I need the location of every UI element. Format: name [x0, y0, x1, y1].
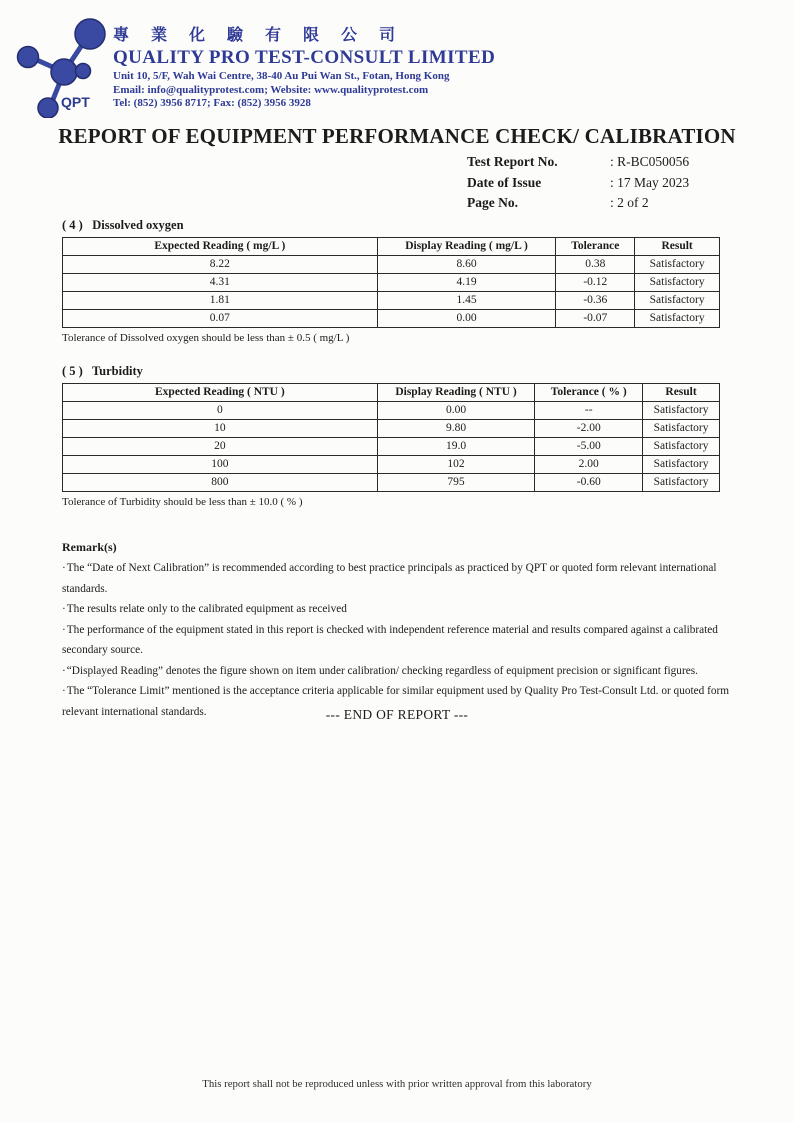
- remark-item: ·The results relate only to the calibrated equipment as received: [62, 603, 347, 615]
- table-cell: Satisfactory: [635, 256, 720, 274]
- bullet-dot: ·: [62, 685, 66, 697]
- table-header-cell: Tolerance: [556, 238, 635, 256]
- table-row: [63, 402, 720, 420]
- bullet-dot: ·: [62, 562, 66, 574]
- table-cell: 795: [377, 474, 535, 492]
- table-header-cell: Display Reading ( NTU ): [377, 384, 535, 402]
- calibration-table: [62, 383, 720, 492]
- remarks-heading: Remark(s): [62, 540, 117, 554]
- table-header-row: [63, 384, 720, 402]
- table-cell: -0.60: [535, 474, 643, 492]
- section-heading: ( 4 ) Dissolved oxygen: [62, 218, 184, 232]
- table-cell: 0.00: [377, 310, 556, 328]
- bullet-dot: ·: [62, 603, 66, 615]
- table-cell: 0.38: [556, 256, 635, 274]
- table-cell: Satisfactory: [643, 438, 720, 456]
- table-row: [63, 420, 720, 438]
- report-info-row: [467, 173, 689, 194]
- tolerance-note: Tolerance of Turbidity should be less than ± 10.0 ( % ): [62, 496, 303, 508]
- page-footer: This report shall not be reproduced unless with prior written approval from this laboratory: [202, 1078, 592, 1090]
- table-row: [63, 474, 720, 492]
- table-cell: Satisfactory: [643, 420, 720, 438]
- table-header-cell: Tolerance ( % ): [535, 384, 643, 402]
- table-cell: 1.45: [377, 292, 556, 310]
- table-cell: 0.07: [63, 310, 378, 328]
- dissolved-oxygen-table-container: [62, 237, 720, 328]
- table-row: [63, 292, 720, 310]
- company-address: Unit 10, 5/F, Wah Wai Centre, 38-40 Au Pui Wan St., Fotan, Hong Kong: [113, 70, 450, 82]
- table-cell: Satisfactory: [643, 456, 720, 474]
- section-turbidity: [62, 364, 720, 508]
- report-info-block: [467, 152, 689, 214]
- remark-item: ·The “Date of Next Calibration” is recommended according to best practice principals as practiced by QPT or quoted form relevant international standards.: [62, 562, 717, 595]
- table-cell: Satisfactory: [643, 402, 720, 420]
- table-row: [63, 274, 720, 292]
- table-cell: 0.00: [377, 402, 535, 420]
- bullet-dot: ·: [62, 623, 66, 636]
- table-header-cell: Result: [643, 384, 720, 402]
- table-cell: Satisfactory: [643, 474, 720, 492]
- table-cell: -5.00: [535, 438, 643, 456]
- report-info-row: [467, 193, 689, 214]
- page-no-label: Page No.: [467, 195, 518, 210]
- table-cell: 102: [377, 456, 535, 474]
- table-cell: -2.00: [535, 420, 643, 438]
- calibration-table: [62, 237, 720, 328]
- table-cell: 800: [63, 474, 378, 492]
- table-cell: --: [535, 402, 643, 420]
- table-cell: 9.80: [377, 420, 535, 438]
- company-contact: Email: info@qualityprotest.com; Website: www.qualityprotest.com: [113, 83, 429, 96]
- table-header-cell: Result: [635, 238, 720, 256]
- table-cell: Satisfactory: [635, 292, 720, 310]
- table-cell: 10: [63, 420, 378, 438]
- table-cell: 8.60: [377, 256, 556, 274]
- table-row: [63, 438, 720, 456]
- qpt-molecule-logo: [12, 8, 107, 118]
- remark-item: ·The performance of the equipment stated in this report is checked with independent reference material and results compared against a calibrated secondary source.: [62, 623, 718, 656]
- remarks-list: [62, 558, 738, 722]
- table-cell: 20: [63, 438, 378, 456]
- date-of-issue-label: Date of Issue: [467, 174, 542, 190]
- table-cell: 19.0: [377, 438, 535, 456]
- table-row: [63, 256, 720, 274]
- remark-item: ·“Displayed Reading” denotes the figure shown on item under calibration/ checking regardless of equipment precision or significant figures.: [62, 664, 698, 677]
- table-cell: 4.31: [63, 274, 378, 292]
- logo-qpt-text: QPT: [61, 94, 90, 110]
- table-cell: 0: [63, 402, 378, 420]
- table-cell: Satisfactory: [635, 274, 720, 292]
- turbidity-table-container: [62, 383, 720, 492]
- tolerance-note: Tolerance of Dissolved oxygen should be less than ± 0.5 ( mg/L ): [62, 332, 350, 344]
- table-header-cell: Expected Reading ( mg/L ): [63, 238, 378, 256]
- end-of-report: --- END OF REPORT ---: [325, 707, 469, 722]
- letterhead: [12, 8, 495, 118]
- report-title: REPORT OF EQUIPMENT PERFORMANCE CHECK/ CALIBRATION: [58, 124, 736, 148]
- section-heading: ( 5 ) Turbidity: [62, 364, 143, 378]
- report-info-row: [467, 152, 689, 173]
- remark-item: ·The “Tolerance Limit” mentioned is the acceptance criteria applicable for similar equipment used by Quality Pro Test-Consult Ltd. or quoted form relevant international standards.: [62, 685, 730, 718]
- table-cell: 2.00: [535, 456, 643, 474]
- table-cell: Satisfactory: [635, 310, 720, 328]
- company-name-chinese: 專 業 化 驗 有 限 公 司: [113, 27, 405, 44]
- table-cell: -0.36: [556, 292, 635, 310]
- table-row: [63, 456, 720, 474]
- table-header-cell: Expected Reading ( NTU ): [63, 384, 378, 402]
- bullet-dot: ·: [62, 664, 66, 677]
- letterhead-text: [113, 8, 495, 111]
- table-row: [63, 310, 720, 328]
- remarks-section: [62, 540, 738, 722]
- table-cell: 8.22: [63, 256, 378, 274]
- table-cell: -0.12: [556, 274, 635, 292]
- date-of-issue-value: : 17 May 2023: [610, 174, 690, 190]
- table-cell: -0.07: [556, 310, 635, 328]
- table-header-row: [63, 238, 720, 256]
- test-report-no-value: : R-BC050056: [610, 154, 690, 169]
- table-cell: 4.19: [377, 274, 556, 292]
- table-header-cell: Display Reading ( mg/L ): [377, 238, 556, 256]
- section-dissolved-oxygen: [62, 218, 720, 344]
- test-report-no-label: Test Report No.: [467, 154, 558, 169]
- table-cell: 1.81: [63, 292, 378, 310]
- company-phone: Tel: (852) 3956 8717; Fax: (852) 3956 3928: [113, 97, 311, 109]
- page-no-value: : 2 of 2: [610, 195, 649, 210]
- company-name-english: QUALITY PRO TEST-CONSULT LIMITED: [113, 47, 496, 68]
- table-cell: 100: [63, 456, 378, 474]
